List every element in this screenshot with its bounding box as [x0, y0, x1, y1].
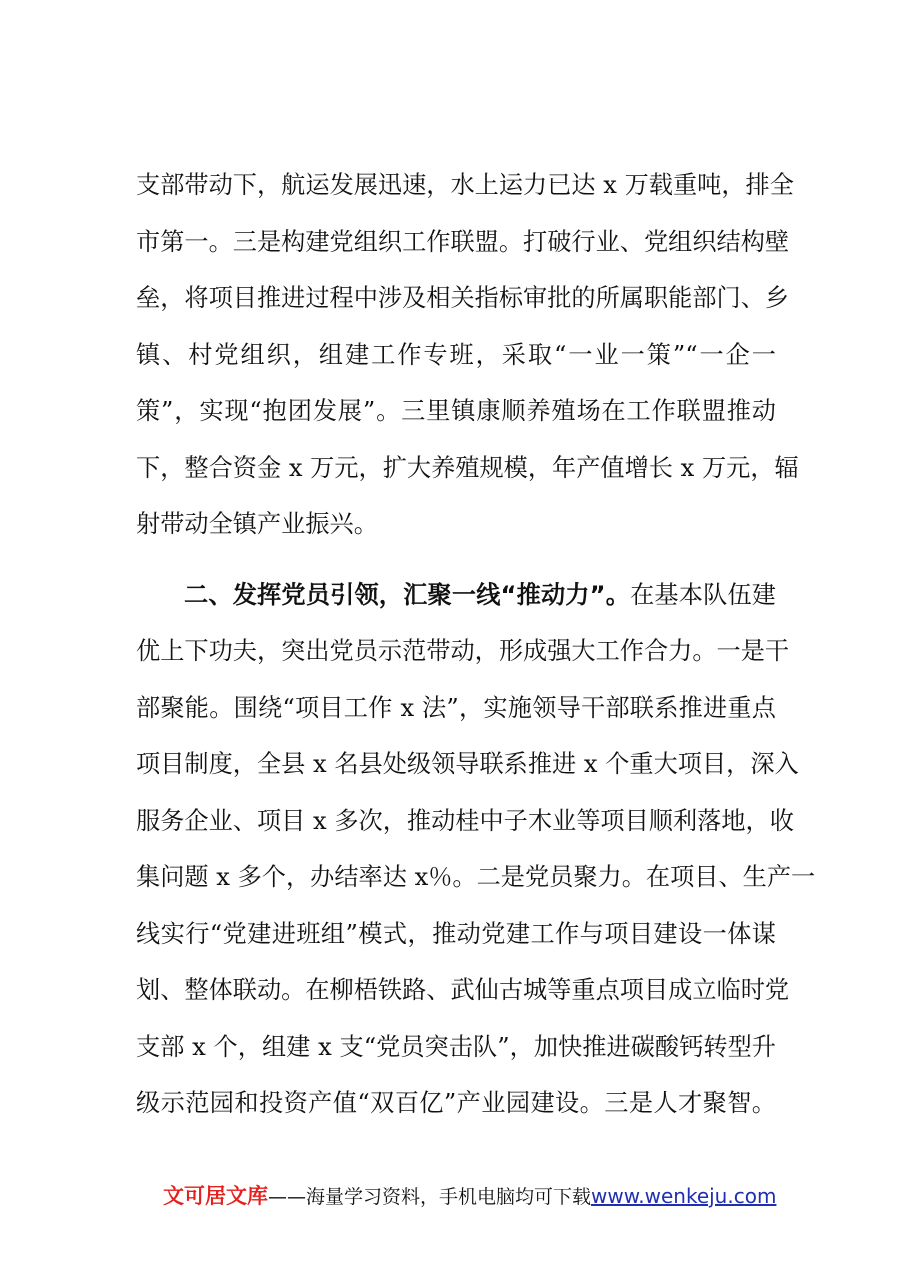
- text-line: 级示范园和投资产值“双百亿”产业园建设。三是人才聚智。: [136, 1089, 776, 1117]
- paragraph-section-two: [136, 573, 816, 1138]
- text-fragment: 在基本队伍建: [630, 580, 776, 609]
- text-line: 策”，实现“抱团发展”。三里镇康顺养殖场在工作联盟推动: [136, 397, 776, 425]
- text-line: 线实行“党建进班组”模式，推动党建工作与项目建设一体谋: [136, 919, 776, 948]
- text-line: 划、整体联动。在柳梧铁路、武仙古城等重点项目成立临时党: [136, 976, 790, 1004]
- page-footer: [163, 1182, 776, 1211]
- paragraph-gap: [136, 559, 776, 573]
- section-heading: 二、发挥党员引领，汇聚一线“推动力”。: [184, 580, 631, 609]
- text-line: 服务企业、项目 x 多次，推动桂中子木业等项目顺利落地，收: [136, 806, 794, 835]
- text-line: 部聚能。围绕“项目工作 x 法”，实施领导干部联系推进重点: [136, 693, 776, 722]
- footer-slogan: ——海量学习资料，手机电脑均可下载: [268, 1186, 592, 1208]
- footer-site-link[interactable]: www.wenkeju.com: [591, 1184, 777, 1208]
- text-line: 镇、村党组织，组建工作专班，采取“一业一策”“一企一: [136, 340, 776, 369]
- document-body: [136, 163, 816, 1138]
- text-line: 支部 x 个，组建 x 支“党员突击队”，加快推进碳酸钙转型升: [136, 1032, 776, 1061]
- text-line: 支部带动下，航运发展迅速，水上运力已达 x 万载重吨，排全: [136, 171, 794, 199]
- text-line: 垒，将项目推进过程中涉及相关指标审批的所属职能部门、乡: [136, 284, 790, 312]
- text-line: 下，整合资金 x 万元，扩大养殖规模，年产值增长 x 万元，辐: [136, 453, 799, 482]
- text-line: 优上下功夫，突出党员示范带动，形成强大工作合力。一是干: [136, 637, 790, 665]
- text-line: 项目制度，全县 x 名县处级领导联系推进 x 个重大项目，深入: [136, 750, 799, 778]
- text-line: 市第一。三是构建党组织工作联盟。打破行业、党组织结构壁: [136, 227, 790, 256]
- paragraph-continuation: [136, 163, 799, 559]
- text-line: 射带动全镇产业振兴。: [136, 510, 378, 538]
- footer-brand: 文可居文库: [163, 1184, 268, 1208]
- text-line: 集问题 x 多个，办结率达 x％。二是党员聚力。在项目、生产一: [136, 863, 816, 891]
- section-heading-line: [136, 573, 776, 630]
